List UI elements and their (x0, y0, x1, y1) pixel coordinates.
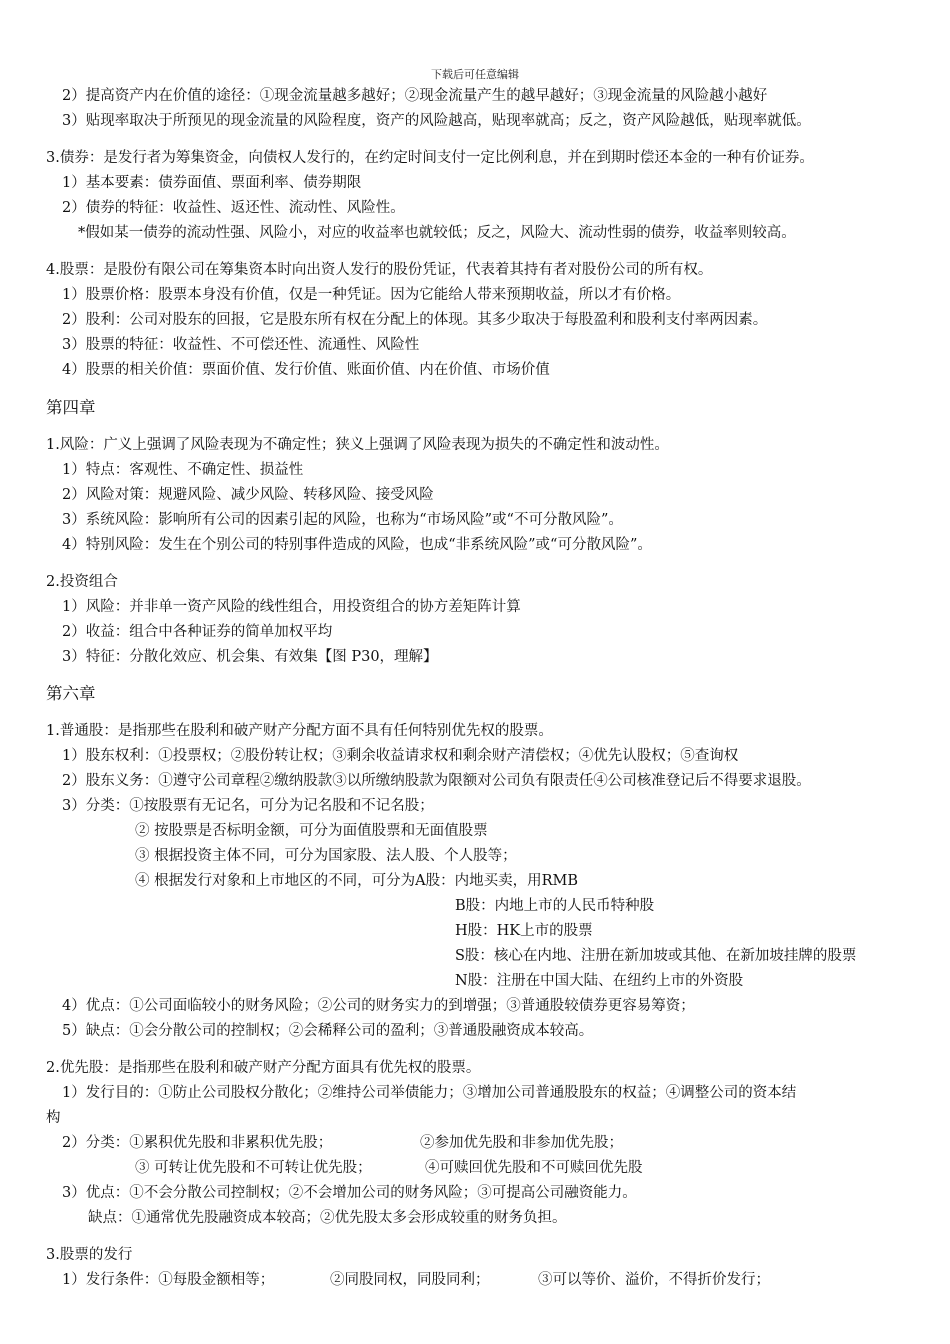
text-line: 1.风险：广义上强调了风险表现为不确定性；狭义上强调了风险表现为损失的不确定性和波动性。 (46, 437, 669, 453)
text-line: 4）特别风险：发生在个别公司的特别事件造成的风险，也成“非系统风险”或“可分散风险”。 (62, 537, 652, 553)
text-line: 1）发行条件：①每股金额相等； (62, 1272, 275, 1288)
text-line: 2）股利：公司对股东的回报，它是股东所有权在分配上的体现。其多少取决于每股盈利和股利支付率两因素。 (62, 312, 768, 328)
text-line: 3）贴现率取决于所预见的现金流量的风险程度，资产的风险越高，贴现率就高；反之，资产风险越低，贴现率就低。 (62, 113, 811, 129)
text-line: 3.股票的发行 (46, 1247, 133, 1263)
text-line: 3）优点：①不会分散公司控制权；②不会增加公司的财务风险；③可提高公司融资能力。 (62, 1185, 637, 1201)
text-line: N股：注册在中国大陆、在纽约上市的外资股 (455, 973, 744, 989)
text-line: 1）风险：并非单一资产风险的线性组合，用投资组合的协方差矩阵计算 (62, 599, 521, 615)
chapter-heading: 第四章 (46, 398, 96, 417)
text-line: 1）股票价格：股票本身没有价值，仅是一种凭证。因为它能给人带来预期收益，所以才有价格。 (62, 287, 681, 303)
text-line: 2.投资组合 (46, 574, 118, 590)
text-line: 3）分类：①按股票有无记名，可分为记名股和不记名股； (62, 798, 434, 814)
text-line: 2）股东义务：①遵守公司章程②缴纳股款③以所缴纳股款为限额对公司负有限责任④公司核准登记后不得要求退股。 (62, 773, 811, 789)
text-line: 3.债券：是发行者为筹集资金，向债权人发行的，在约定时间支付一定比例利息，并在到期时偿还本金的一种有价证券。 (46, 150, 814, 166)
text-line: ③ 可转让优先股和不可转让优先股； (135, 1160, 372, 1176)
text-line: 缺点：①通常优先股融资成本较高；②优先股太多会形成较重的财务负担。 (88, 1210, 567, 1226)
text-line: 2）收益：组合中各种证券的简单加权平均 (62, 624, 333, 640)
text-line: 4.股票：是股份有限公司在筹集资本时向出资人发行的股份凭证，代表着其持有者对股份公司的所有权。 (46, 262, 713, 278)
text-line: 3）系统风险：影响所有公司的因素引起的风险，也称为“市场风险”或“不可分散风险”。 (62, 512, 623, 528)
text-line: 2）风险对策：规避风险、减少风险、转移风险、接受风险 (62, 487, 434, 503)
text-line: ②同股同权，同股同利； (330, 1272, 490, 1288)
text-line: ③可以等价、溢价，不得折价发行； (538, 1272, 770, 1288)
text-line: 2）债券的特征：收益性、返还性、流动性、风险性。 (62, 200, 405, 216)
text-line: 2.优先股：是指那些在股利和破产财产分配方面具有优先权的股票。 (46, 1060, 481, 1076)
text-line: 3）股票的特征：收益性、不可偿还性、流通性、风险性 (62, 337, 420, 353)
text-line: 5）缺点：①会分散公司的控制权；②会稀释公司的盈利；③普通股融资成本较高。 (62, 1023, 594, 1039)
chapter-heading: 第六章 (46, 684, 96, 703)
text-line: 1.普通股：是指那些在股利和破产财产分配方面不具有任何特别优先权的股票。 (46, 723, 553, 739)
text-line: ④ 根据发行对象和上市地区的不同，可分为A股：内地买卖，用RMB (135, 873, 578, 889)
text-line: ②参加优先股和非参加优先股； (420, 1135, 623, 1151)
text-line: *假如某一债券的流动性强、风险小，对应的收益率也就较低；反之，风险大、流动性弱的债券，收益率则较高。 (78, 225, 796, 241)
text-line: 1）特点：客观性、不确定性、损益性 (62, 462, 304, 478)
text-line: B股：内地上市的人民币特种股 (455, 898, 655, 914)
text-line: 1）股东权利：①投票权；②股份转让权；③剩余收益请求权和剩余财产清偿权；④优先认股权；⑤查询权 (62, 748, 739, 764)
text-line: 2）分类：①累积优先股和非累积优先股； (62, 1135, 333, 1151)
text-line: H股：HK上市的股票 (455, 923, 593, 939)
text-line: 1）基本要素：债券面值、票面利率、债券期限 (62, 175, 362, 191)
text-line: ② 按股票是否标明金额，可分为面值股票和无面值股票 (135, 823, 488, 839)
text-line: 4）优点：①公司面临较小的财务风险；②公司的财务实力的到增强；③普通股较债券更容易筹资； (62, 998, 695, 1014)
page-header: 下载后可任意编辑 (431, 68, 519, 81)
text-line: 4）股票的相关价值：票面价值、发行价值、账面价值、内在价值、市场价值 (62, 362, 550, 378)
text-line: 构 (46, 1110, 61, 1126)
text-line: ④可赎回优先股和不可赎回优先股 (425, 1160, 643, 1176)
text-line: 3）特征：分散化效应、机会集、有效集【图 P30，理解】 (62, 649, 438, 665)
text-line: S股：核心在内地、注册在新加坡或其他、在新加坡挂牌的股票 (455, 948, 857, 964)
text-line: 2）提高资产内在价值的途径：①现金流量越多越好；②现金流量产生的越早越好；③现金流量的风险越小越好 (62, 88, 768, 104)
text-line: ③ 根据投资主体不同，可分为国家股、法人股、个人股等； (135, 848, 517, 864)
text-line: 1）发行目的：①防止公司股权分散化；②维持公司举债能力；③增加公司普通股股东的权益；④调整公司的资本结 (62, 1085, 797, 1101)
